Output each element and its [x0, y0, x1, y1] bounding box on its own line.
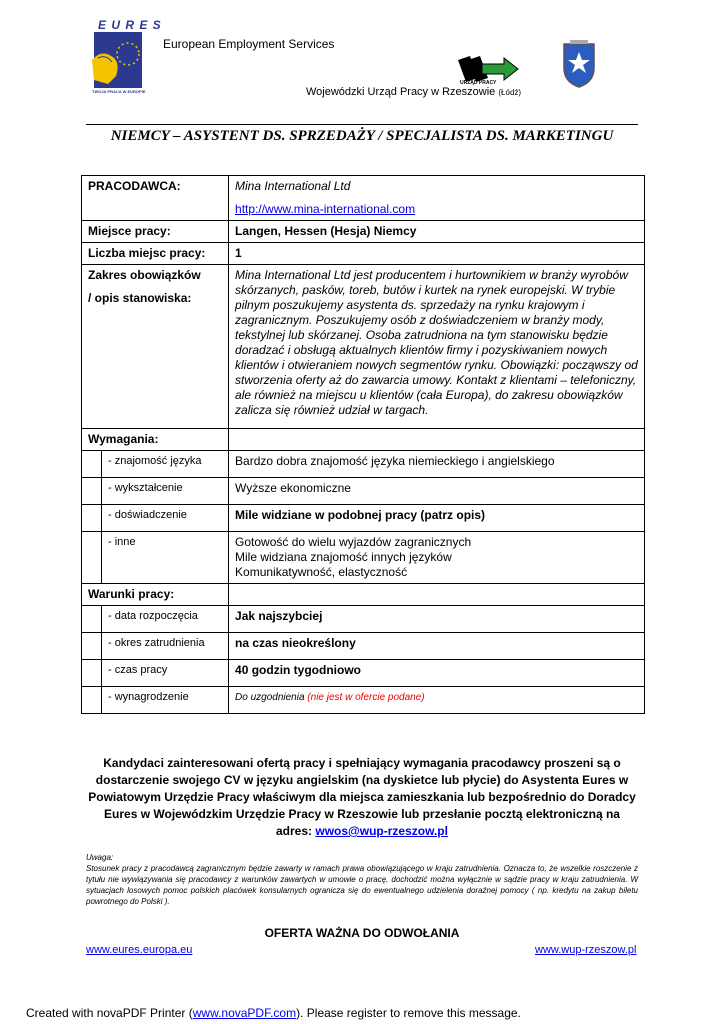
application-text: Kandydaci zainteresowani ofertą pracy i spełniający wymagania pracodawcy proszeni są o dostarczenie swojego CV w języku angielskim (na dyskietce lub płycie) do Asystenta Eures w Powiatowym Urzędzie Pracy właściwym dla miejsca zamieszkania lub bezpośrednio do Doradcy Eures w Wojewódzkim Urzędzie Pracy w Rzeszowie lub przesłanie pocztą elektroniczną na adres: [88, 756, 636, 838]
table-row [82, 221, 645, 243]
duties-text: Mina International Ltd jest producentem i hurtownikiem w branży wyrobów skórzanych, pasków, toreb, butów i kurtek na rynek europejski. W trybie pilnym poszukujemy asystenta ds. sprzedaży na rynku krajowym i zagranicznym. Poszukujemy osób z doświadczeniem w branży mody, tekstylnej lub skórzanej. Osoba zatrudniona na tym stanowisku będzie doradzać i obsługą aktualnych klientów firmy i pozyskiwaniem nowych klientów i otwieraniem nowych segmentów rynku. Obowiązki: począwszy od stworzenia oferty aż do zawarcia umowy. Kontakt z klientami – telefoniczny, ale również na miejscu u klientów (cała Europa), do zakresu obowiązków zalicza się również udział w targach. [229, 265, 645, 429]
requirements-empty [229, 429, 645, 451]
header-divider [86, 124, 638, 125]
legal-note-heading: Uwaga: [86, 853, 114, 862]
table-row [82, 478, 645, 505]
table-row [82, 660, 645, 687]
duties-label-line-2: / opis stanowiska: [88, 291, 192, 305]
table-row [82, 429, 645, 451]
eures-logo [88, 18, 162, 96]
cond-salary-value: Do uzgodnienia [235, 692, 305, 703]
indent-cell [82, 606, 102, 633]
req-other-item: Mile widziana znajomość innych języków [235, 550, 452, 564]
application-instructions [86, 755, 638, 840]
offer-title: NIEMCY – ASYSTENT DS. SPRZEDAŻY / SPECJALISTA DS. MARKETINGU [110, 128, 614, 144]
wup-website-link[interactable]: www.wup-rzeszow.pl [535, 944, 637, 956]
indent-cell [82, 505, 102, 532]
eures-website-link[interactable]: www.eures.europa.eu [86, 944, 193, 956]
cond-hours-value: 40 godzin tygodniowo [229, 660, 645, 687]
cond-start-value: Jak najszybciej [229, 606, 645, 633]
table-row [82, 265, 645, 429]
indent-cell [82, 687, 102, 714]
table-row [82, 505, 645, 532]
table-row [82, 606, 645, 633]
duties-label-line-1: Zakres obowiązków [88, 268, 201, 282]
cond-period-value: na czas nieokreślony [229, 633, 645, 660]
conditions-empty [229, 584, 645, 606]
table-row [82, 532, 645, 584]
office-name [306, 86, 521, 98]
location-label: Miejsce pracy: [82, 221, 229, 243]
cond-period-label: - okres zatrudnienia [102, 633, 229, 660]
table-row [82, 584, 645, 606]
indent-cell [82, 660, 102, 687]
table-row [82, 687, 645, 714]
urzad-pracy-logo-text: URZĄD PRACY [460, 80, 497, 86]
validity-notice: OFERTA WAŻNA DO ODWOŁANIA [264, 926, 460, 940]
location-value: Langen, Hessen (Hesja) Niemcy [229, 221, 645, 243]
indent-cell [82, 633, 102, 660]
positions-value: 1 [229, 243, 645, 265]
indent-cell [82, 451, 102, 478]
cond-salary-label: - wynagrodzenie [102, 687, 229, 714]
req-experience-value: Mile widziane w podobnej pracy (patrz opis) [229, 505, 645, 532]
table-row [82, 176, 645, 221]
novapdf-prefix: Created with novaPDF Printer ( [26, 1006, 193, 1020]
novapdf-suffix: ). Please register to remove this message. [296, 1006, 521, 1020]
req-other-item: Gotowość do wielu wyjazdów zagranicznych [235, 535, 472, 549]
requirements-label: Wymagania: [82, 429, 229, 451]
req-language-value: Bardzo dobra znajomość języka niemieckiego i angielskiego [229, 451, 645, 478]
cond-salary-cell [229, 687, 645, 714]
duties-label-cell [82, 265, 229, 429]
req-other-values [229, 532, 645, 584]
eures-subtitle: European Employment Services [163, 37, 335, 51]
legal-note-text: Stosunek pracy z pracodawcą zagranicznym będzie zawarty w ramach prawa obowiązującego w kraju zatrudnienia. Oznacza to, że wszelkie roszczenie z tytułu nie wywiązywania się pracodawcy z warunków zawartych w umowie o pracę, dochodzić można wyłącznie w sądzie pracy w kraju zatrudnienia. W sytuacjach losowych pomoc polskich placówek konsularnych ogranicza się do ewentualnego udzielenia doraźnej pomocy ( np. kredytu na zakup biletu powrotnego do Polski ). [86, 864, 638, 906]
employer-name: Mina International Ltd [235, 179, 351, 193]
cond-hours-label: - czas pracy [102, 660, 229, 687]
eures-logo-tagline: TWOJA PRACA W EUROPIE [92, 89, 146, 94]
application-email-link[interactable]: wwos@wup-rzeszow.pl [315, 824, 448, 838]
conditions-label: Warunki pracy: [82, 584, 229, 606]
positions-label: Liczba miejsc pracy: [82, 243, 229, 265]
req-other-label: - inne [102, 532, 229, 584]
cond-salary-note: (nie jest w ofercie podane) [307, 692, 425, 703]
employer-cell [229, 176, 645, 221]
req-other-item: Komunikatywność, elastyczność [235, 565, 408, 579]
coat-of-arms-icon [558, 38, 600, 88]
req-education-label: - wykształcenie [102, 478, 229, 505]
req-language-label: - znajomość języka [102, 451, 229, 478]
office-note: (Łódź) [498, 88, 522, 97]
novapdf-link[interactable]: www.novaPDF.com [192, 1006, 297, 1020]
office-name-text: Wojewódzki Urząd Pracy w Rzeszowie [306, 86, 496, 98]
req-experience-label: - doświadczenie [102, 505, 229, 532]
offer-table [81, 175, 645, 714]
employer-url-link[interactable]: http://www.mina-international.com [235, 202, 416, 216]
employer-label: PRACODAWCA: [82, 176, 229, 221]
cond-start-label: - data rozpoczęcia [102, 606, 229, 633]
table-row [82, 451, 645, 478]
novapdf-watermark [26, 1006, 521, 1020]
indent-cell [82, 532, 102, 584]
eures-logo-text: E U R E S [98, 18, 162, 32]
legal-note [86, 852, 638, 907]
table-row [82, 633, 645, 660]
urzad-pracy-logo [456, 52, 522, 88]
indent-cell [82, 478, 102, 505]
table-row [82, 243, 645, 265]
req-education-value: Wyższe ekonomiczne [229, 478, 645, 505]
